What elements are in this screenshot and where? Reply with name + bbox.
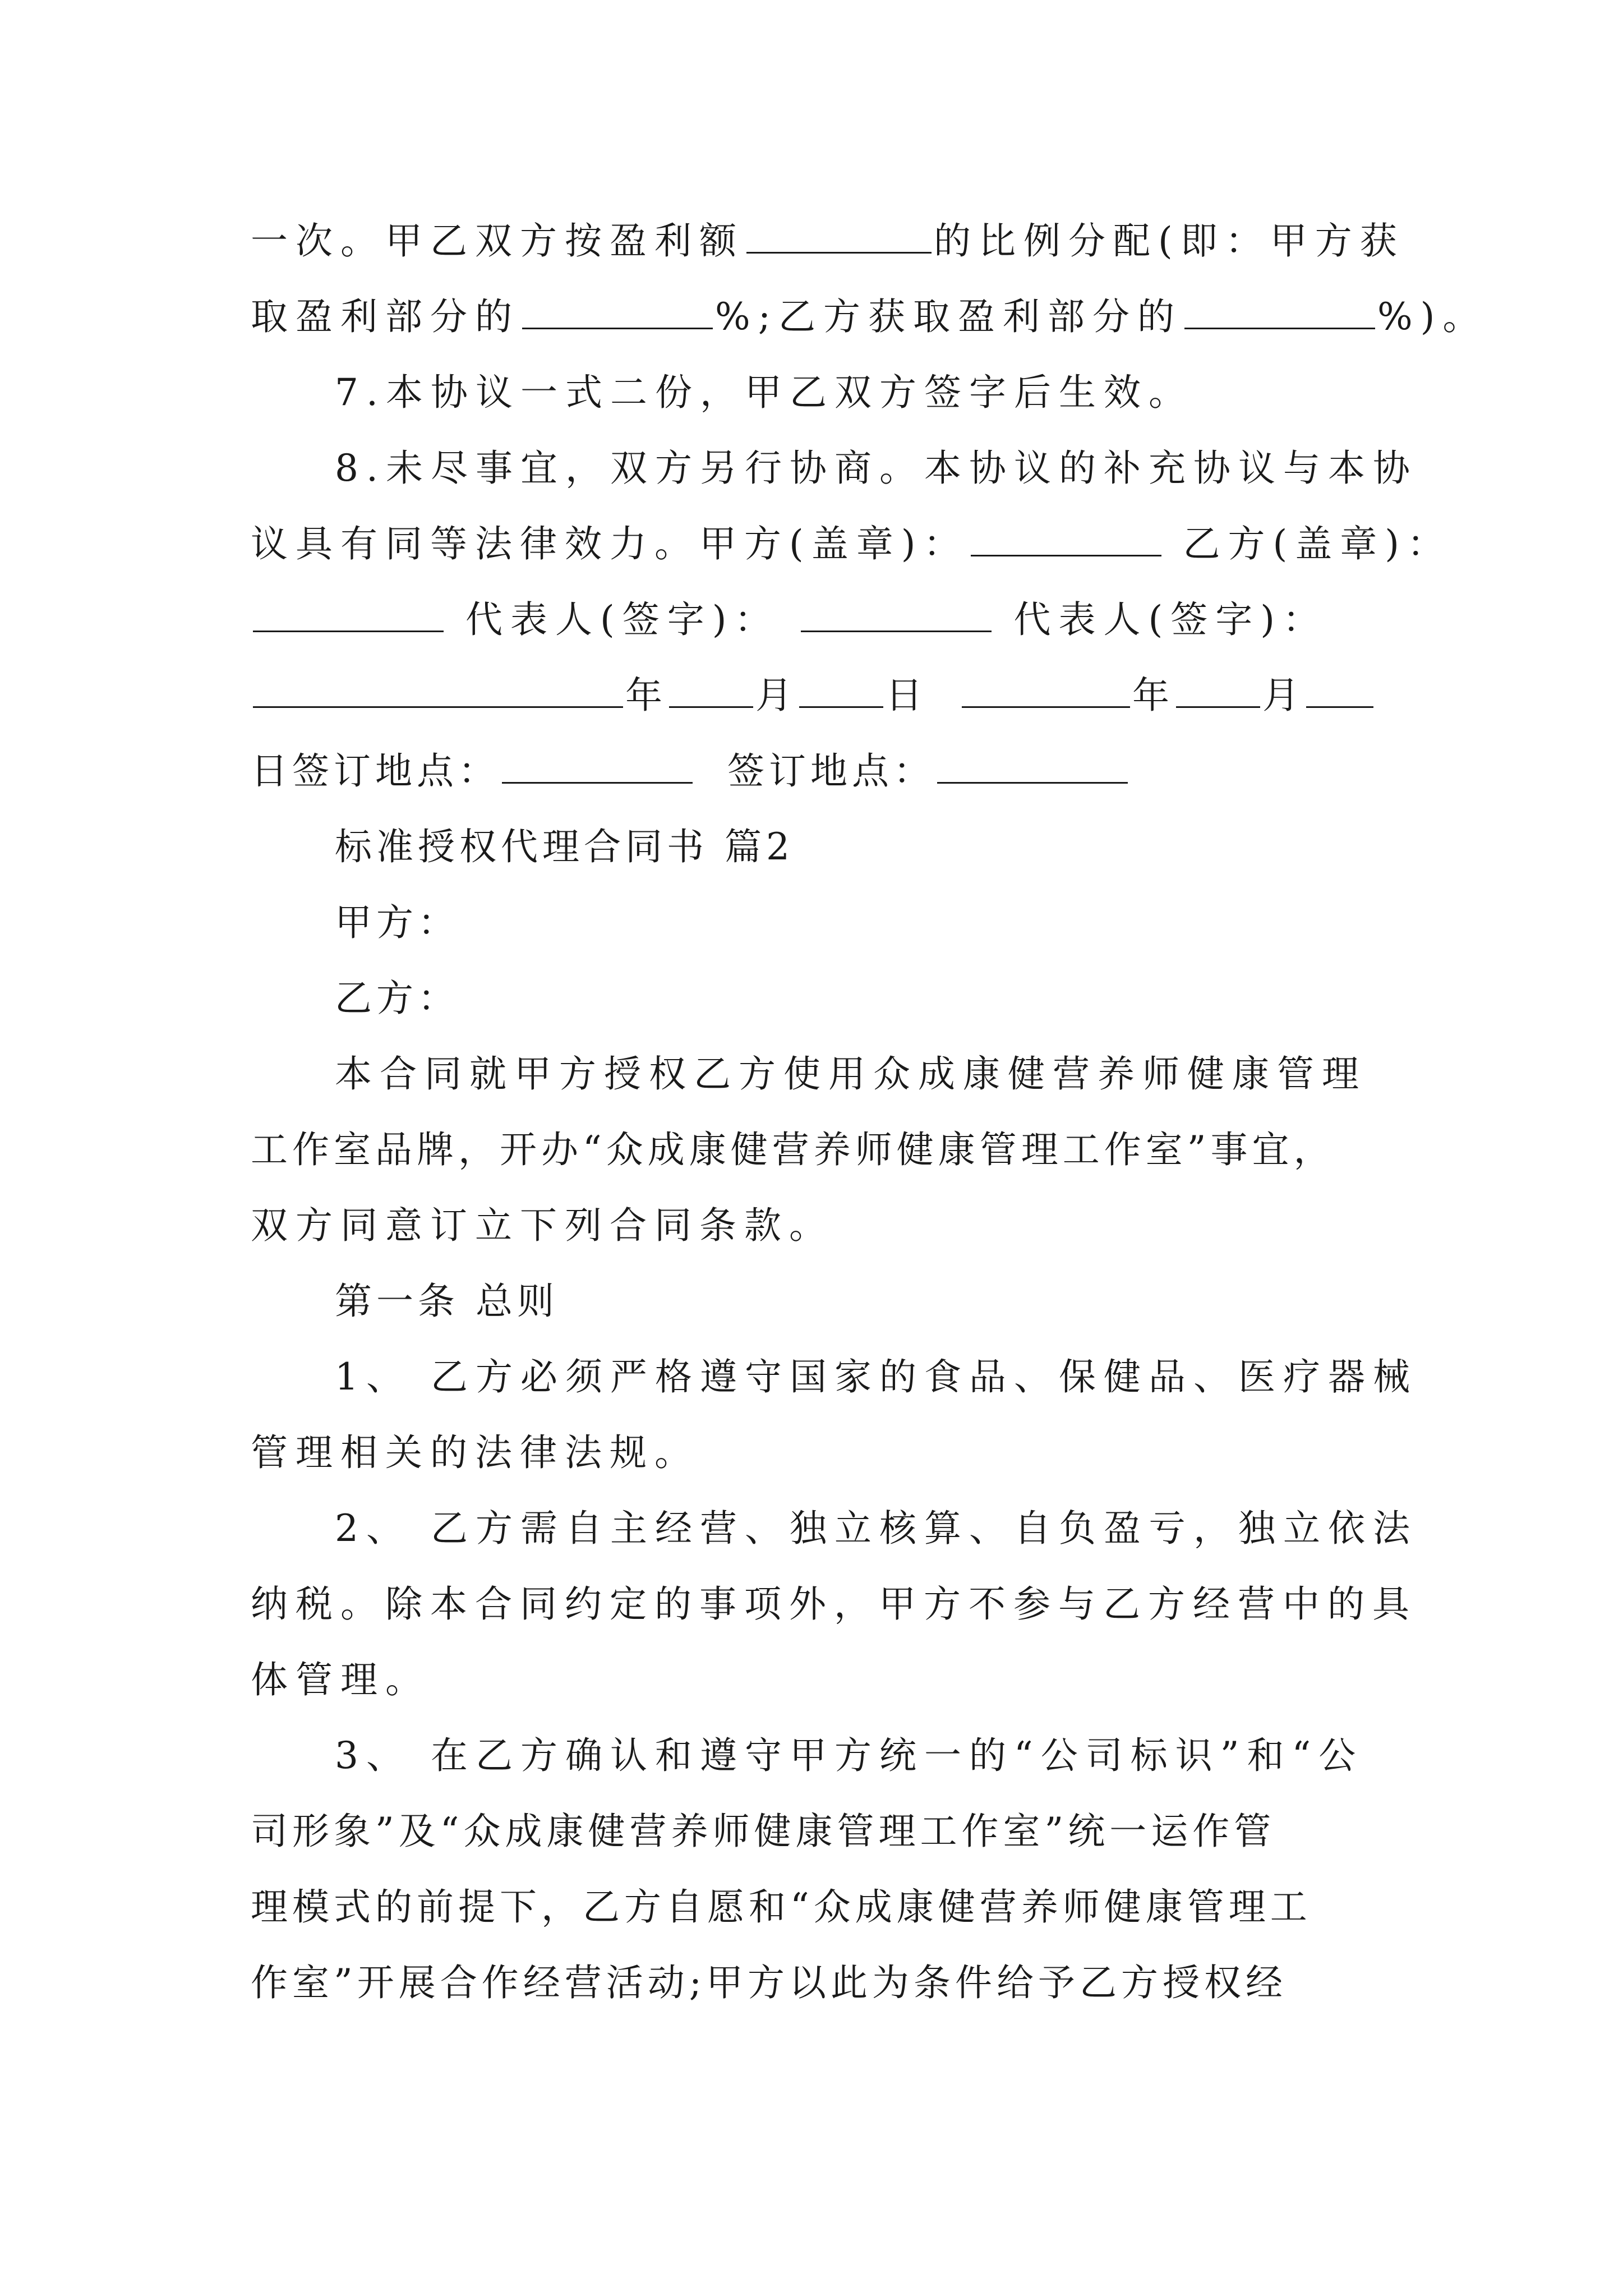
text-segment: 代表人(签字)： (1013, 598, 1327, 641)
text-segment: 2、 乙方需自主经营、独立核算、自负盈亏，独立依法 (335, 1507, 1418, 1550)
item-8-line-1 (335, 438, 1418, 499)
party-a-percent-blank (522, 292, 713, 329)
party-b-percent-blank (1184, 292, 1375, 329)
year-blank (962, 670, 1130, 708)
clause-2-line-3 (251, 1649, 1389, 1711)
text-segment: 签订地点： (727, 749, 935, 793)
section-title (335, 816, 1389, 878)
date-line (251, 665, 1389, 726)
text-segment: 年 (1132, 674, 1174, 717)
item-8-line-2 (251, 513, 1452, 575)
text-segment: 1、 乙方必须严格遵守国家的食品、保健品、医疗器械 (335, 1355, 1418, 1398)
text-segment: 双方同意订立下列合同条款。 (251, 1204, 834, 1247)
article-1-title (335, 1271, 1389, 1332)
clause-2-line-1 (335, 1498, 1418, 1559)
party-a-representative-blank (801, 595, 992, 632)
text-segment: 取盈利部分的 (251, 295, 520, 338)
party-b-representative-blank (253, 670, 623, 708)
text-segment: 代表人(签字)： (465, 598, 780, 641)
text-segment: 日签订地点： (251, 749, 500, 793)
profit-ratio-blank (746, 216, 932, 254)
item-7 (335, 362, 1389, 424)
text-segment: 管理相关的法律法规。 (251, 1431, 699, 1474)
text-segment: 议具有同等法律效力。甲方(盖章)： (251, 522, 969, 565)
clause-3-line-3 (251, 1876, 1389, 1938)
text-segment: 甲方： (335, 901, 459, 944)
clause-3-line-4 (251, 1952, 1389, 2014)
intro-line-3 (251, 1195, 1389, 1257)
text-segment: 年 (625, 674, 667, 717)
text-segment: 3、 在乙方确认和遵守甲方统一的“公司标识”和“公 (335, 1734, 1364, 1777)
clause-2-line-2 (251, 1573, 1417, 1635)
signing-place-line (251, 740, 1389, 802)
clause-1-line-2 (251, 1422, 1389, 1484)
month-blank (1176, 670, 1260, 708)
profit-share-line-1 (251, 210, 1405, 272)
text-segment: 标准授权代理合同书 篇2 (335, 825, 794, 868)
signing-place-blank (937, 746, 1128, 784)
text-segment: 乙方(盖章)： (1183, 522, 1452, 565)
day-blank (799, 670, 883, 708)
signature-line (251, 589, 1389, 651)
clause-1-line-1 (335, 1346, 1418, 1408)
intro-line-1 (335, 1043, 1389, 1105)
text-segment: 一次。甲乙双方按盈利额 (251, 219, 744, 263)
text-segment: 理模式的前提下，乙方自愿和“众成康健营养师健康管理工 (251, 1885, 1312, 1929)
text-segment: 日 (886, 674, 927, 717)
party-b-label (335, 968, 1389, 1029)
intro-line-2 (251, 1119, 1389, 1181)
text-segment: 月 (1262, 674, 1304, 717)
text-segment: 第一条 总则 (335, 1280, 559, 1323)
text-segment: %;乙方获取盈利部分的 (715, 295, 1182, 338)
clause-3-line-2 (251, 1801, 1389, 1862)
text-segment: 工作室品牌，开办“众成康健营养师健康管理工作室”事宜， (251, 1128, 1335, 1171)
profit-share-line-2 (251, 286, 1488, 348)
text-segment: 纳税。除本合同约定的事项外，甲方不参与乙方经营中的具 (251, 1582, 1417, 1626)
text-segment: 的比例分配(即：甲方获 (934, 219, 1405, 263)
party-a-label (335, 892, 1389, 954)
text-segment: 作室”开展合作经营活动;甲方以此为条件给予乙方授权经 (251, 1961, 1287, 2004)
clause-3-line-1 (335, 1725, 1389, 1787)
text-segment: 本合同就甲方授权乙方使用众成康健营养师健康管理 (335, 1052, 1367, 1096)
party-b-seal-blank (253, 595, 444, 632)
text-segment: 体管理。 (251, 1658, 430, 1701)
signing-place-blank (502, 746, 693, 784)
text-segment: 乙方： (335, 977, 459, 1020)
text-segment: 月 (755, 674, 797, 717)
text-segment: 司形象”及“众成康健营养师健康管理工作室”统一运作管 (251, 1810, 1276, 1853)
text-segment: 8.未尽事宜，双方另行协商。本协议的补充协议与本协 (335, 447, 1418, 490)
text-segment: %)。 (1377, 295, 1488, 338)
day-blank (1306, 670, 1373, 708)
text-segment: 7.本协议一式二份，甲乙双方签字后生效。 (335, 371, 1193, 414)
party-a-seal-blank (971, 519, 1161, 556)
month-blank (669, 670, 753, 708)
